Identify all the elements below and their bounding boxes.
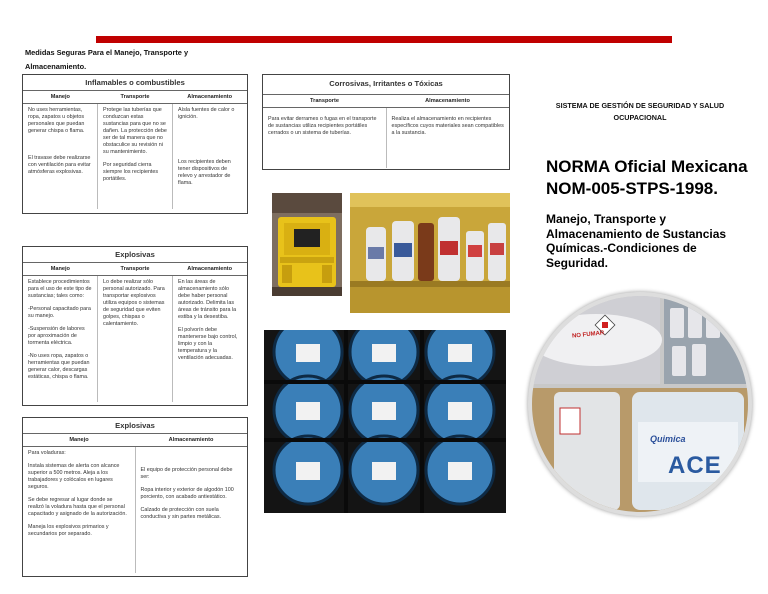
explosivas-2-headers bbox=[23, 434, 247, 447]
inflamables-headers bbox=[23, 91, 247, 104]
corrosivas-title: Corrosivas, Irritantes o Tóxicas bbox=[263, 75, 509, 95]
explosivas-table-2 bbox=[22, 417, 248, 577]
collage-bottle-label: ACE bbox=[668, 452, 722, 479]
table-cell: El polvorín debe mantenerse bajo control, limpio y con la temperatura y la ventilación adecuadas. bbox=[178, 327, 238, 361]
table-cell: En las áreas de almacenamiento sólo debe haber personal autorizado. Delimita las áreas de tránsito para la estiba y la desestiba. bbox=[178, 279, 237, 320]
table-cell: Por seguridad cierra siempre los recipientes portátiles. bbox=[103, 162, 159, 182]
column-header: Manejo bbox=[50, 94, 70, 100]
rack-bar bbox=[420, 330, 424, 513]
drum-label bbox=[296, 402, 320, 420]
drum-label bbox=[296, 462, 320, 480]
drum-label bbox=[296, 344, 320, 362]
system-title: SISTEMA DE GESTIÓN DE SEGURIDAD Y SALUD OCUPACIONAL bbox=[555, 101, 725, 122]
table-cell: Calzado de protección con suela conductiva y sin partes metálicas. bbox=[140, 507, 222, 520]
inflamables-title: Inflamables o combustibles bbox=[23, 75, 247, 91]
table-cell: No uses herramientas, ropa, zapatos u objetos personales que puedan generar chispa o flama. bbox=[28, 107, 85, 134]
explosivas-1-body bbox=[23, 276, 247, 402]
explosivas-table-1 bbox=[22, 246, 248, 406]
rack-bar bbox=[264, 438, 506, 442]
explosivas-2-body bbox=[23, 447, 247, 573]
table-cell: Realiza el almacenamiento en recipientes específicos cuyos materiales sean compatibles a la sustancia. bbox=[391, 116, 504, 136]
collage-warning-label: NO FUMAR bbox=[571, 330, 605, 340]
corrosivas-transporte-col bbox=[263, 108, 386, 168]
table-cell: El equipo de protección personal debe ser: bbox=[140, 467, 233, 480]
collage-bottle-brand: Quimica bbox=[650, 434, 686, 444]
inflamables-almacenamiento-col bbox=[172, 104, 247, 209]
norma-subtitle: Manejo, Transporte y Almacenamiento de Sustancias Químicas.-Condiciones de Seguridad. bbox=[546, 212, 727, 270]
rack-bar bbox=[344, 330, 348, 513]
table-cell: Para voladuras: bbox=[28, 450, 66, 456]
column-header: Transporte bbox=[120, 266, 150, 272]
table-cell: Establece procedimientos para el uso de este tipo de sustancias; tales como: bbox=[28, 279, 92, 299]
chemical-bottles-image bbox=[350, 193, 510, 313]
circular-photo-collage bbox=[528, 292, 752, 516]
column-header: Almacenamiento bbox=[187, 266, 233, 272]
column-header: Transporte bbox=[310, 98, 339, 104]
drum-label bbox=[372, 402, 396, 420]
table-cell: Maneja los explosivos primarios y secundarios por separado. bbox=[28, 524, 109, 537]
drum-label bbox=[448, 462, 472, 480]
table-cell: El travase debe realizarse con ventilación para evitar atmósferas explosivas. bbox=[28, 155, 91, 175]
table-cell: Ropa interior y exterior de algodón 100 porciento, con acabado antiestático. bbox=[140, 487, 234, 500]
safety-cabinet-photo bbox=[272, 193, 342, 296]
explosivas-1-transporte-col bbox=[97, 276, 172, 402]
drum-rack-photo bbox=[264, 330, 506, 513]
safety-cabinet-image bbox=[272, 193, 342, 296]
table-cell: Lo debe realizar sólo personal autorizado. Para transportar explosivos utiliza equipos o sistemas de seguridad que eviten golpes, chispas o calentamiento. bbox=[103, 279, 165, 327]
explosivas-2-title: Explosivas bbox=[23, 418, 247, 434]
column-header: Almacenamiento bbox=[425, 98, 470, 104]
drum-label bbox=[448, 344, 472, 362]
page-heading: Medidas Seguras Para el Manejo, Transporte y Almacenamiento. bbox=[25, 48, 189, 71]
table-cell: Para evitar derrames o fugas en el transporte de sustancias utiliza recipientes portátiles cerrados o un sistema de tuberías. bbox=[268, 116, 377, 136]
corrosivas-almacenamiento-col bbox=[386, 108, 510, 168]
rack-bar bbox=[264, 380, 506, 384]
column-header: Manejo bbox=[69, 437, 89, 443]
explosivas-2-almacenamiento-col bbox=[135, 447, 248, 573]
explosivas-1-almacenamiento-col bbox=[172, 276, 247, 402]
explosivas-1-headers bbox=[23, 263, 247, 276]
column-header: Manejo bbox=[50, 266, 70, 272]
explosivas-2-manejo-col bbox=[23, 447, 135, 573]
inflamables-transporte-col bbox=[97, 104, 172, 209]
table-cell: Instala sistemas de alerta con alcance superior a 500 metros. Aleja a los trabajadores y colócalos en lugares seguros. bbox=[28, 463, 120, 490]
column-header: Transporte bbox=[120, 94, 150, 100]
drum-label bbox=[448, 402, 472, 420]
inflamables-body bbox=[23, 104, 247, 209]
chemical-bottles-photo bbox=[350, 193, 510, 313]
table-cell: Se debe regresar al lugar donde se realizó la voladura hasta que el personal capacitado y asignado de la autorización. bbox=[28, 497, 127, 517]
table-cell: Aísla fuentes de calor o ignición. bbox=[178, 107, 235, 120]
explosivas-1-manejo-col bbox=[23, 276, 97, 402]
header-red-bar bbox=[96, 36, 672, 43]
inflamables-manejo-col bbox=[23, 104, 97, 209]
table-cell: -Personal capacitado para su manejo. bbox=[28, 306, 91, 319]
corrosivas-body bbox=[263, 108, 509, 168]
norma-title: NORMA Oficial Mexicana NOM-005-STPS-1998. bbox=[546, 157, 748, 198]
table-cell: Protege las tuberías que conduzcan estas sustancias para que no se dañen. La protección debe ser de tal manera que no obstaculice su revisión ni su mantenimiento. bbox=[103, 107, 167, 155]
column-header: Almacenamiento bbox=[187, 94, 233, 100]
drum-label bbox=[372, 462, 396, 480]
inflamables-table bbox=[22, 74, 248, 214]
column-header: Almacenamiento bbox=[168, 437, 214, 443]
table-cell: -No uses ropa, zapatos o herramientas que puedan generar calor, descargas estáticas, chispa o flama. bbox=[28, 353, 90, 380]
corrosivas-table bbox=[262, 74, 510, 170]
drum-label bbox=[372, 344, 396, 362]
corrosivas-headers bbox=[263, 95, 509, 108]
explosivas-1-title: Explosivas bbox=[23, 247, 247, 263]
drum-rack-image bbox=[264, 330, 506, 513]
table-cell: -Suspensión de labores por aproximación de tormenta eléctrica. bbox=[28, 326, 85, 346]
table-cell: Los recipientes deben tener dispositivos de relevo y arrestador de flama. bbox=[178, 159, 231, 186]
